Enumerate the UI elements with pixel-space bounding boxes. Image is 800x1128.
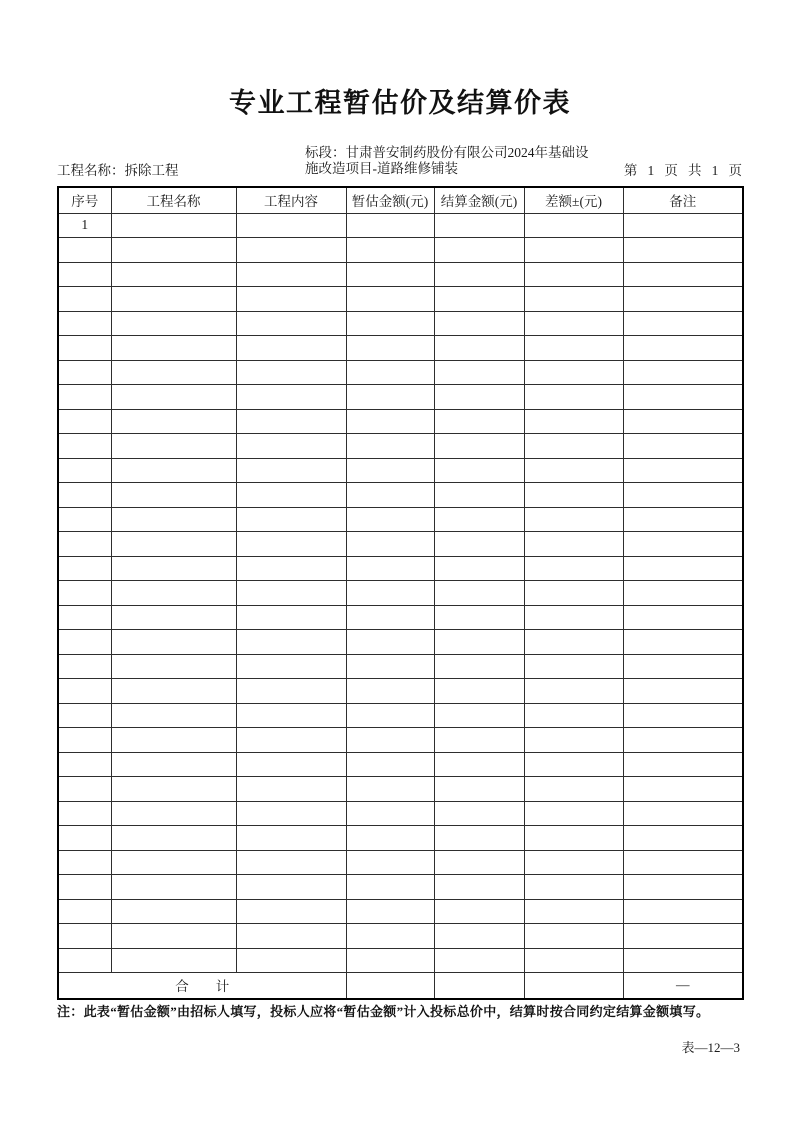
section-line-2: 施改造项目-道路维修铺装: [305, 160, 458, 176]
table-cell: [524, 238, 623, 263]
table-cell: [524, 679, 623, 704]
table-cell: [524, 581, 623, 606]
table-row: [58, 728, 743, 753]
table-cell: [111, 654, 236, 679]
header-project-name: 工程名称: [111, 187, 236, 213]
table-cell: [111, 409, 236, 434]
table-body: [58, 213, 743, 973]
table-cell: [111, 777, 236, 802]
form-number: 表—12—3: [681, 1040, 740, 1055]
table-cell: [434, 728, 524, 753]
table-cell: [623, 483, 743, 508]
page-number-info: 第 1 页 共 1 页: [623, 163, 742, 178]
table-cell: [623, 605, 743, 630]
table-cell: [236, 434, 346, 459]
table-cell: [236, 826, 346, 851]
table-cell: [58, 728, 111, 753]
section-label: [305, 145, 589, 176]
table-row: [58, 238, 743, 263]
table-cell: [623, 728, 743, 753]
table-cell: [524, 360, 623, 385]
table-cell: [623, 458, 743, 483]
table-cell: [524, 336, 623, 361]
table-cell: [111, 703, 236, 728]
table-cell: [623, 703, 743, 728]
table-cell: [434, 409, 524, 434]
table-row: [58, 777, 743, 802]
table-cell: [434, 507, 524, 532]
table-cell: [524, 654, 623, 679]
table-cell: [346, 581, 434, 606]
table-row: [58, 826, 743, 851]
table-cell: [524, 434, 623, 459]
table-cell: [58, 556, 111, 581]
table-cell: [434, 336, 524, 361]
table-cell: [623, 507, 743, 532]
provisional-price-table: [57, 186, 744, 1000]
table-cell: [623, 875, 743, 900]
table-cell: [346, 287, 434, 312]
table-cell: [524, 777, 623, 802]
table-cell: [236, 287, 346, 312]
table-cell: [434, 287, 524, 312]
table-cell: [236, 630, 346, 655]
table-cell: [524, 826, 623, 851]
table-row: [58, 899, 743, 924]
header-remark: 备注: [623, 187, 743, 213]
table-row: [58, 409, 743, 434]
table-cell: [346, 238, 434, 263]
table-row: [58, 336, 743, 361]
table-cell: [524, 703, 623, 728]
table-cell: [111, 311, 236, 336]
table-cell: [111, 385, 236, 410]
table-row: [58, 948, 743, 973]
table-cell: [346, 801, 434, 826]
table-cell: [58, 703, 111, 728]
table-cell: [236, 507, 346, 532]
table-cell: [236, 679, 346, 704]
table-cell: [623, 311, 743, 336]
table-cell: [236, 850, 346, 875]
table-cell: [346, 875, 434, 900]
table-cell: [346, 752, 434, 777]
section-line-1: 标段：甘肃普安制药股份有限公司2024年基础设: [305, 145, 589, 160]
table-cell: [346, 434, 434, 459]
table-cell: [434, 458, 524, 483]
table-cell: [111, 630, 236, 655]
table-cell: [434, 630, 524, 655]
table-cell: [58, 899, 111, 924]
table-cell: [623, 532, 743, 557]
table-cell: [346, 262, 434, 287]
table-cell: [524, 899, 623, 924]
table-cell: [111, 924, 236, 949]
table-cell: [58, 875, 111, 900]
table-cell: [111, 483, 236, 508]
table-cell: [346, 311, 434, 336]
table-cell: [623, 262, 743, 287]
table-cell: [524, 385, 623, 410]
table-cell: [58, 434, 111, 459]
table-cell: [524, 924, 623, 949]
table-row: [58, 801, 743, 826]
table-cell: [58, 850, 111, 875]
table-cell: [434, 752, 524, 777]
table-cell: [524, 630, 623, 655]
total-difference-cell: [524, 973, 623, 999]
table-cell: [111, 336, 236, 361]
table-cell: [58, 752, 111, 777]
table-cell: [111, 434, 236, 459]
header-seq: 序号: [58, 187, 111, 213]
table-cell: [58, 605, 111, 630]
table-cell: [58, 924, 111, 949]
table-cell: [111, 238, 236, 263]
table-cell: [58, 532, 111, 557]
table-cell: [236, 556, 346, 581]
table-row: [58, 483, 743, 508]
table-cell: [434, 679, 524, 704]
table-row: [58, 605, 743, 630]
table-cell: [346, 826, 434, 851]
table-cell: [58, 287, 111, 312]
table-cell: [111, 556, 236, 581]
table-row: [58, 532, 743, 557]
table-cell: [58, 458, 111, 483]
table-cell: [524, 728, 623, 753]
table-cell: [58, 385, 111, 410]
table-cell: [623, 899, 743, 924]
table-cell: [524, 948, 623, 973]
table-cell: [346, 924, 434, 949]
table-cell: [434, 483, 524, 508]
table-cell: [236, 777, 346, 802]
table-row: [58, 213, 743, 238]
table-cell: [111, 458, 236, 483]
table-cell: [524, 875, 623, 900]
header-estimated-amount: 暂估金额(元): [346, 187, 434, 213]
table-cell: [58, 777, 111, 802]
table-cell: [346, 728, 434, 753]
table-cell: [623, 385, 743, 410]
table-cell: [236, 728, 346, 753]
table-cell: [623, 360, 743, 385]
table-cell: [524, 801, 623, 826]
table-cell: [346, 630, 434, 655]
table-header-row: [58, 187, 743, 213]
table-cell: 1: [58, 213, 111, 238]
table-cell: [434, 262, 524, 287]
table-cell: [346, 409, 434, 434]
header-info: [57, 144, 742, 184]
table-cell: [111, 850, 236, 875]
total-settlement-cell: [434, 973, 524, 999]
table-cell: [623, 238, 743, 263]
table-cell: [623, 679, 743, 704]
table-cell: [58, 409, 111, 434]
table-cell: [111, 605, 236, 630]
table-cell: [236, 385, 346, 410]
table-cell: [236, 238, 346, 263]
table-cell: [623, 924, 743, 949]
table-cell: [236, 924, 346, 949]
table-cell: [346, 213, 434, 238]
table-cell: [434, 385, 524, 410]
table-cell: [346, 948, 434, 973]
table-cell: [58, 483, 111, 508]
table-cell: [236, 213, 346, 238]
table-cell: [111, 875, 236, 900]
table-header: [58, 187, 743, 213]
table-row: [58, 850, 743, 875]
table-row: [58, 458, 743, 483]
table-cell: [111, 262, 236, 287]
table-cell: [111, 213, 236, 238]
table-cell: [236, 262, 346, 287]
table-cell: [236, 801, 346, 826]
table-cell: [623, 654, 743, 679]
table-cell: [58, 581, 111, 606]
table-cell: [434, 605, 524, 630]
table-cell: [58, 360, 111, 385]
table-row: [58, 262, 743, 287]
table-row: [58, 434, 743, 459]
project-name-label: 工程名称：拆除工程: [57, 163, 179, 178]
table-cell: [111, 899, 236, 924]
table-cell: [434, 850, 524, 875]
table-cell: [623, 630, 743, 655]
table-cell: [236, 875, 346, 900]
header-difference: 差额±(元): [524, 187, 623, 213]
table-cell: [346, 703, 434, 728]
table-cell: [58, 311, 111, 336]
table-cell: [111, 801, 236, 826]
table-cell: [236, 483, 346, 508]
table-cell: [346, 777, 434, 802]
table-cell: [236, 311, 346, 336]
header-settlement-amount: 结算金额(元): [434, 187, 524, 213]
table-cell: [236, 899, 346, 924]
table-cell: [434, 924, 524, 949]
table-cell: [434, 556, 524, 581]
table-cell: [434, 581, 524, 606]
table-cell: [434, 703, 524, 728]
table-row: [58, 287, 743, 312]
table-row: [58, 679, 743, 704]
footnote: 注：此表“暂估金额”由招标人填写，投标人应将“暂估金额”计入投标总价中，结算时按合同约定结算金额填写。: [57, 1004, 710, 1019]
table-cell: [524, 752, 623, 777]
table-cell: [236, 409, 346, 434]
table-row: [58, 752, 743, 777]
table-cell: [346, 605, 434, 630]
table-cell: [111, 948, 236, 973]
table-cell: [524, 213, 623, 238]
table-row: [58, 311, 743, 336]
table-cell: [623, 336, 743, 361]
table-cell: [346, 507, 434, 532]
table-cell: [58, 507, 111, 532]
table-cell: [58, 826, 111, 851]
table-cell: [58, 630, 111, 655]
table-cell: [236, 458, 346, 483]
table-row: [58, 630, 743, 655]
total-label: 合 计: [58, 973, 346, 999]
table-cell: [346, 385, 434, 410]
table-cell: [524, 262, 623, 287]
table-cell: [346, 556, 434, 581]
table-cell: [111, 752, 236, 777]
table-cell: [58, 238, 111, 263]
total-remark-cell: —: [623, 973, 743, 999]
table-cell: [434, 532, 524, 557]
table-cell: [236, 948, 346, 973]
table-cell: [434, 875, 524, 900]
table-cell: [434, 948, 524, 973]
table-cell: [524, 458, 623, 483]
table-cell: [524, 605, 623, 630]
table-cell: [623, 826, 743, 851]
table-cell: [346, 458, 434, 483]
table-cell: [623, 556, 743, 581]
table-cell: [346, 336, 434, 361]
table-cell: [58, 948, 111, 973]
header-project-content: 工程内容: [236, 187, 346, 213]
table-cell: [236, 654, 346, 679]
table-cell: [524, 311, 623, 336]
page-title: 专业工程暂估价及结算价表: [229, 88, 571, 118]
table-cell: [236, 703, 346, 728]
table-cell: [111, 360, 236, 385]
table-cell: [524, 483, 623, 508]
table-row: [58, 581, 743, 606]
table-cell: [236, 581, 346, 606]
table-cell: [236, 360, 346, 385]
table-cell: [346, 850, 434, 875]
table-cell: [111, 507, 236, 532]
table-cell: [434, 899, 524, 924]
table-cell: [434, 311, 524, 336]
table-cell: [111, 679, 236, 704]
table-cell: [346, 360, 434, 385]
table-cell: [58, 679, 111, 704]
total-row: [58, 973, 743, 999]
table-cell: [236, 605, 346, 630]
table-cell: [623, 434, 743, 459]
table-cell: [346, 483, 434, 508]
table-cell: [434, 238, 524, 263]
table-cell: [434, 654, 524, 679]
table-cell: [58, 336, 111, 361]
table-cell: [524, 287, 623, 312]
table-cell: [524, 532, 623, 557]
table-cell: [346, 899, 434, 924]
table-cell: [623, 948, 743, 973]
table-cell: [346, 654, 434, 679]
table-cell: [111, 532, 236, 557]
table-cell: [434, 434, 524, 459]
table-cell: [434, 360, 524, 385]
table-cell: [434, 826, 524, 851]
table-cell: [111, 287, 236, 312]
total-estimated-cell: [346, 973, 434, 999]
table-cell: [58, 801, 111, 826]
table-cell: [434, 213, 524, 238]
table-cell: [524, 556, 623, 581]
table-cell: [524, 409, 623, 434]
table-row: [58, 360, 743, 385]
table-cell: [524, 850, 623, 875]
table-cell: [524, 507, 623, 532]
table-cell: [434, 777, 524, 802]
table-row: [58, 556, 743, 581]
table-cell: [58, 262, 111, 287]
table-cell: [58, 654, 111, 679]
table-cell: [236, 532, 346, 557]
table-cell: [623, 581, 743, 606]
table-cell: [623, 801, 743, 826]
table-cell: [346, 679, 434, 704]
table-cell: [623, 752, 743, 777]
table-cell: [236, 336, 346, 361]
table-cell: [623, 409, 743, 434]
table-cell: [346, 532, 434, 557]
table-cell: [111, 581, 236, 606]
table-cell: [111, 728, 236, 753]
table-row: [58, 385, 743, 410]
table-row: [58, 654, 743, 679]
table-cell: [623, 287, 743, 312]
table-row: [58, 703, 743, 728]
table-row: [58, 507, 743, 532]
table-cell: [623, 777, 743, 802]
table-cell: [111, 826, 236, 851]
table-cell: [623, 850, 743, 875]
table-cell: [623, 213, 743, 238]
table-row: [58, 875, 743, 900]
table-cell: [434, 801, 524, 826]
table-row: [58, 924, 743, 949]
table-footer: [58, 973, 743, 999]
table-cell: [236, 752, 346, 777]
